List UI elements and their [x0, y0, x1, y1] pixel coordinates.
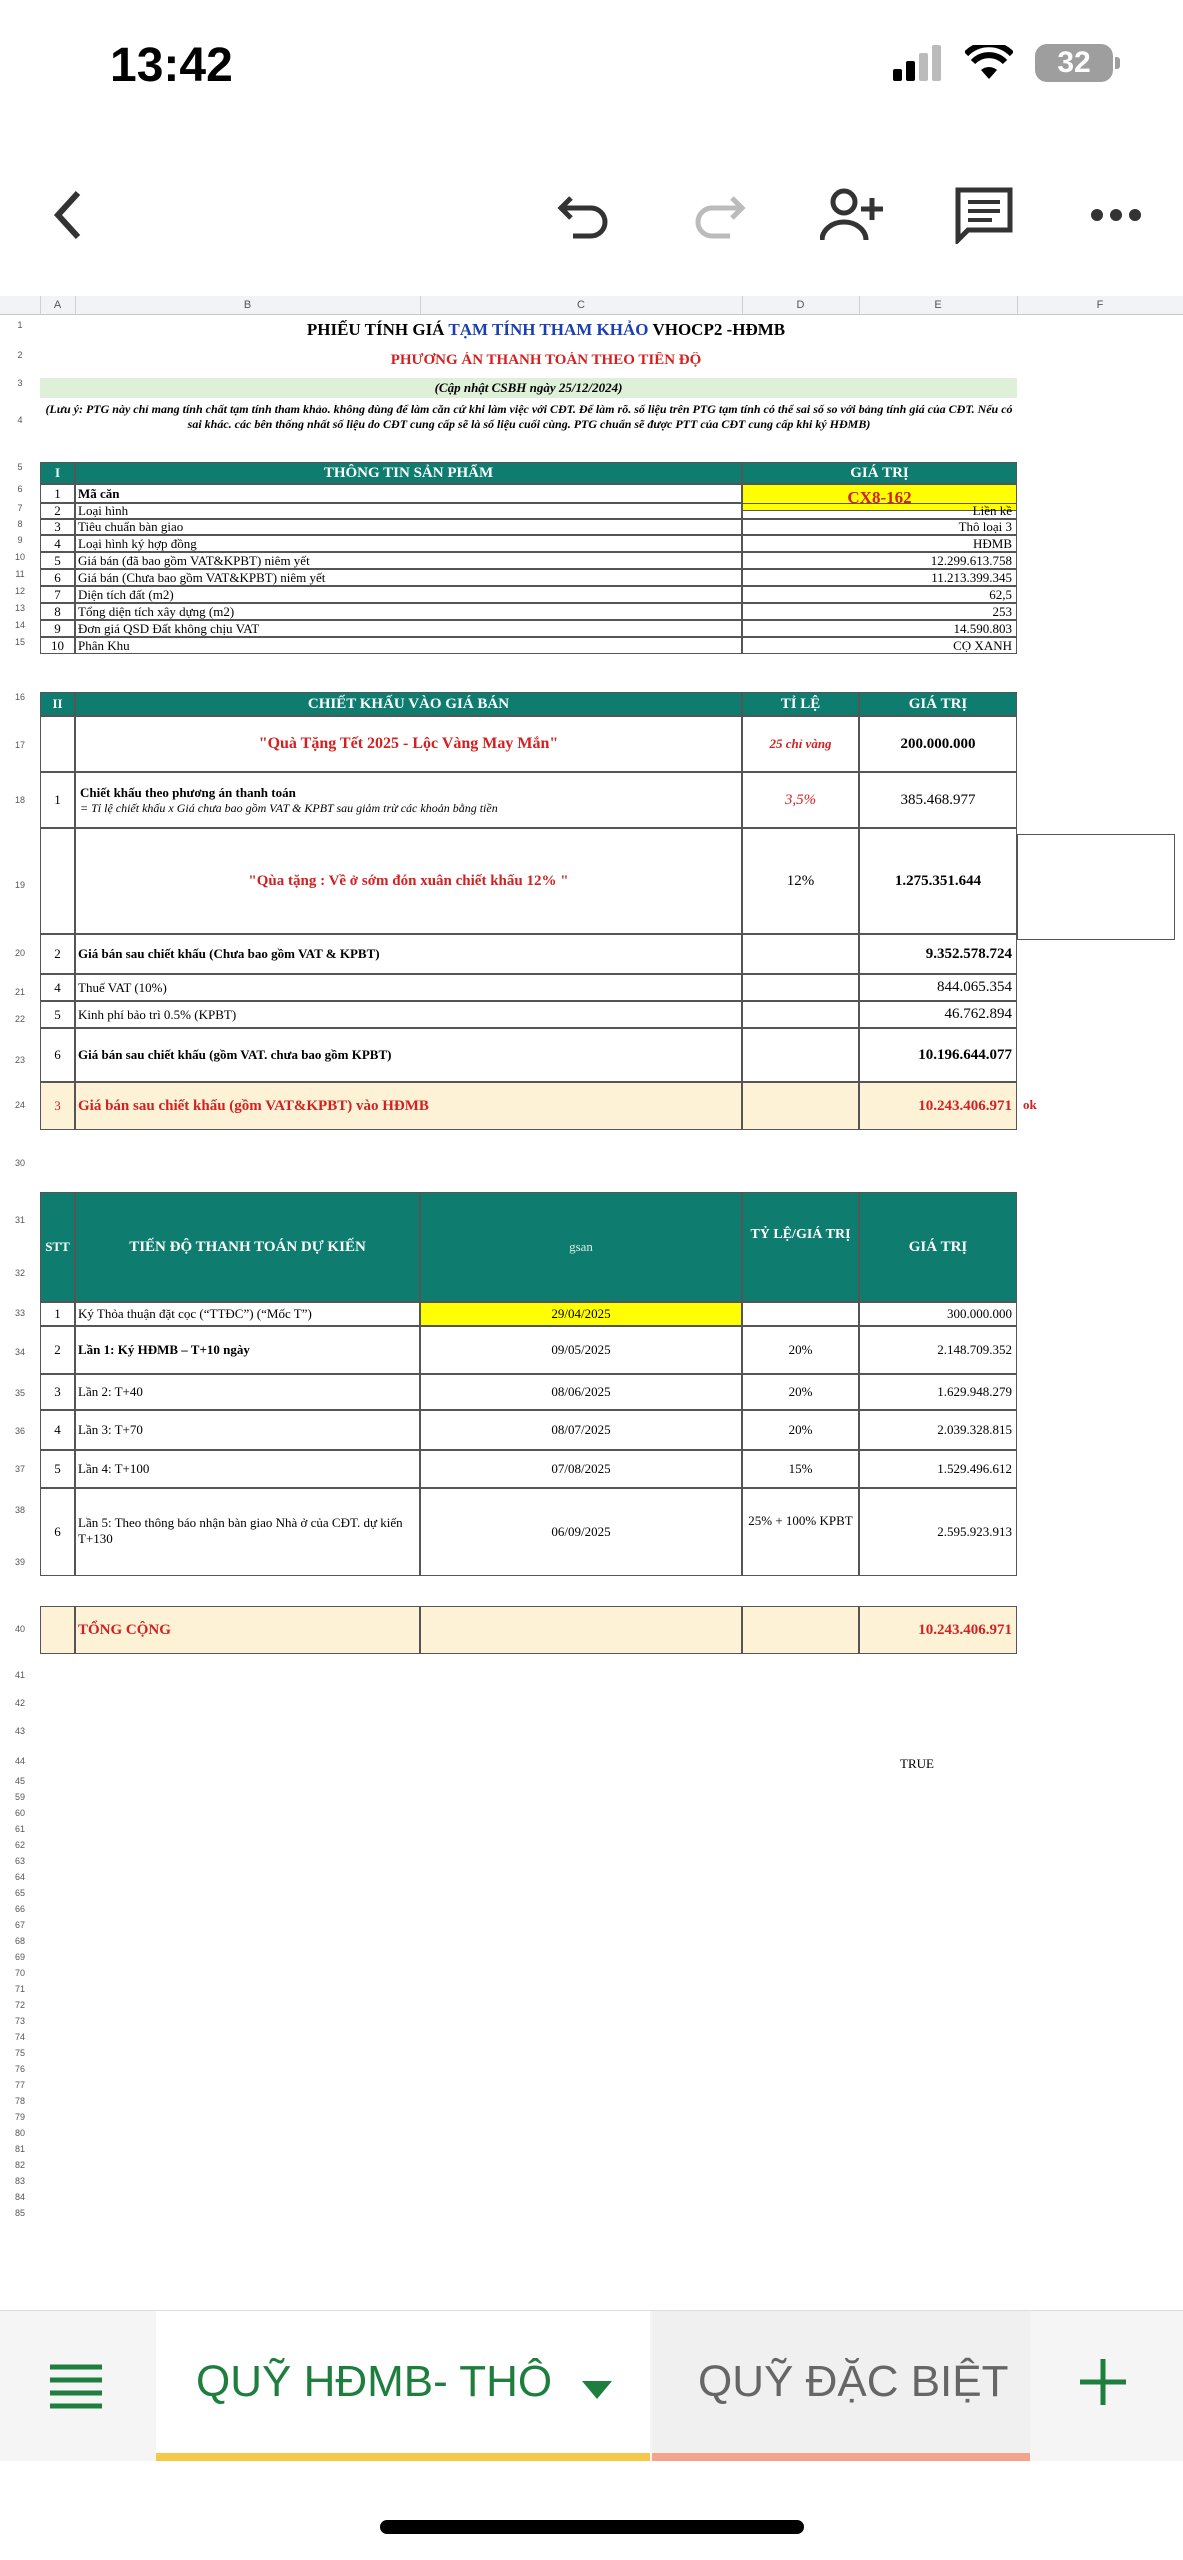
row-header[interactable]: 24 [14, 1100, 25, 1110]
info-value-unit-code[interactable]: CX8-162 [742, 484, 1017, 511]
row-header[interactable]: 1 [17, 320, 23, 330]
row-header[interactable]: 75 [14, 2048, 25, 2058]
row-header[interactable]: 84 [14, 2192, 25, 2202]
info-label: Đơn giá QSD Đất không chịu VAT [75, 620, 742, 637]
schedule-value[interactable]: 1.629.948.279 [859, 1374, 1017, 1410]
all-sheets-button[interactable] [48, 2361, 104, 2411]
row-header[interactable]: 36 [14, 1426, 25, 1436]
share-button[interactable] [812, 180, 892, 250]
row-header[interactable]: 11 [15, 569, 25, 579]
row-header[interactable]: 80 [14, 2128, 25, 2138]
row-header[interactable]: 79 [14, 2112, 25, 2122]
section-header-value: GIÁ TRỊ [859, 692, 1017, 716]
schedule-date[interactable]: 08/06/2025 [420, 1374, 742, 1410]
after-stt: 2 [40, 934, 75, 974]
status-bar [0, 0, 1183, 140]
tab-quy-dac-biet[interactable]: QUỸ ĐẶC BIỆT [652, 2311, 1030, 2461]
after-stt: 4 [40, 974, 75, 1001]
schedule-header-label: TIẾN ĐỘ THANH TOÁN DỰ KIẾN [75, 1192, 420, 1302]
tab-quy-hdmb-tho[interactable]: QUỸ HĐMB- THÔ [156, 2311, 650, 2461]
column-header-f[interactable]: F [1017, 296, 1183, 314]
info-value[interactable]: 62,5 [742, 586, 1017, 603]
section-header-product-info: THÔNG TIN SẢN PHẨM [75, 462, 742, 484]
discount-stt: 1 [40, 772, 75, 828]
redo-button[interactable] [678, 180, 758, 250]
row-header[interactable]: 43 [14, 1726, 25, 1736]
row-header[interactable]: 39 [14, 1557, 25, 1567]
total-label: Giá bán sau chiết khấu (gồm VAT&KPBT) vào HĐMB [75, 1082, 742, 1130]
row-header[interactable]: 70 [14, 1968, 25, 1978]
row-header[interactable]: 72 [14, 2000, 25, 2010]
column-header-c[interactable]: C [420, 296, 743, 314]
info-label: Tổng diện tích xây dựng (m2) [75, 603, 742, 620]
schedule-label: Lần 3: T+70 [75, 1410, 420, 1450]
row-header[interactable]: 63 [14, 1856, 25, 1866]
gift-early-value: 1.275.351.644 [859, 828, 1017, 934]
discount-payment-plan: Chiết khấu theo phương án thanh toán = Tỉ lệ chiết khấu x Giá chưa bao gồm VAT & KPBT sau giảm trừ các khoản bằng tiền [75, 772, 742, 828]
info-value[interactable]: 253 [742, 603, 1017, 620]
row-header[interactable]: 32 [14, 1268, 25, 1278]
section-header-rate: TỈ LỆ [742, 692, 859, 716]
row-header[interactable]: 2 [17, 350, 23, 360]
total-flag: ok [1023, 1097, 1037, 1112]
row-header[interactable]: 40 [14, 1624, 25, 1634]
after-label: Giá bán sau chiết khấu (Chưa bao gồm VAT & KPBT) [75, 934, 742, 974]
after-stt: 6 [40, 1028, 75, 1082]
grand-total-value: 10.243.406.971 [859, 1606, 1017, 1654]
row-header[interactable]: 73 [14, 2016, 25, 2026]
after-value[interactable]: 10.196.644.077 [859, 1028, 1017, 1082]
schedule-value[interactable]: 2.595.923.913 [859, 1488, 1017, 1576]
row-header[interactable]: 41 [14, 1670, 25, 1680]
total-stt: 3 [40, 1082, 75, 1130]
row-header[interactable]: 68 [14, 1936, 25, 1946]
row-header[interactable]: 61 [14, 1824, 25, 1834]
row-header[interactable]: 83 [14, 2176, 25, 2186]
info-label: Loại hình ký hợp đồng [75, 535, 742, 552]
back-button[interactable] [28, 180, 108, 250]
row-header[interactable]: 64 [14, 1872, 25, 1882]
after-value[interactable]: 46.762.894 [859, 1001, 1017, 1028]
info-stt: 8 [40, 603, 75, 620]
info-value[interactable]: 14.590.803 [742, 620, 1017, 637]
row-header[interactable]: 78 [14, 2096, 25, 2106]
back-arrow-icon [48, 187, 88, 243]
row-header[interactable]: 31 [14, 1215, 25, 1225]
update-note: (Cập nhật CSBH ngày 25/12/2024) [40, 378, 1017, 398]
info-label: Phân Khu [75, 637, 742, 654]
grand-total-label: TỔNG CỘNG [75, 1606, 420, 1654]
battery-icon: 32 [1035, 44, 1113, 82]
row-header[interactable]: 60 [14, 1808, 25, 1818]
info-value[interactable]: Thô loại 3 [742, 519, 1017, 535]
info-label: Diện tích đất (m2) [75, 586, 742, 603]
after-label: Kinh phí bảo trì 0.5% (KPBT) [75, 1001, 742, 1028]
schedule-stt: 5 [40, 1450, 75, 1488]
row-header[interactable]: 67 [14, 1920, 25, 1930]
gift-early-label: "Qùa tặng : Về ở sớm đón xuân chiết khấu 12% " [75, 828, 742, 934]
row-header[interactable]: 17 [14, 740, 25, 750]
section-header-discount: CHIẾT KHẤU VÀO GIÁ BÁN [75, 692, 742, 716]
schedule-stt: 3 [40, 1374, 75, 1410]
column-headers [0, 296, 1183, 315]
info-stt: 10 [40, 637, 75, 654]
row-header[interactable]: 85 [14, 2208, 25, 2218]
schedule-rate: 25% + 100% KPBT [742, 1488, 859, 1576]
disclaimer: (Lưu ý: PTG này chỉ mang tính chất tạm tính tham khảo. không dùng để làm căn cứ khi làm việc với CĐT. Để làm rõ. số liệu trên PTG tạm tính có thể sai số so với bảng tính giá của CĐT. Nếu có sai khác. các bên thống nhất số liệu do CĐT cung cấp sẽ là số liệu cuối cùng. PTG chuẩn sẽ được PTT của CĐT cung cấp khi ký HĐMB) [45, 402, 1013, 431]
after-value[interactable]: 9.352.578.724 [859, 934, 1017, 974]
row-header[interactable]: 18 [14, 795, 25, 805]
spreadsheet-grid[interactable] [0, 290, 1183, 2310]
info-stt: 4 [40, 535, 75, 552]
schedule-date[interactable]: 08/07/2025 [420, 1410, 742, 1450]
after-label: Thuế VAT (10%) [75, 974, 742, 1001]
gift-tet-rate: 25 chỉ vàng [742, 716, 859, 772]
info-stt: 1 [40, 484, 75, 503]
row-header[interactable]: 6 [17, 484, 23, 494]
row-header[interactable]: 15 [14, 637, 25, 647]
column-header-a[interactable]: A [40, 296, 76, 314]
row-header[interactable]: 13 [14, 603, 25, 613]
row-header[interactable]: 66 [14, 1904, 25, 1914]
row-header[interactable]: 42 [14, 1698, 25, 1708]
schedule-stt: 4 [40, 1410, 75, 1450]
row-header[interactable]: 82 [14, 2160, 25, 2170]
wifi-icon [965, 45, 1013, 81]
row-header[interactable]: 62 [14, 1840, 25, 1850]
section-header-value: GIÁ TRỊ [742, 462, 1017, 484]
row-header[interactable]: 3 [17, 378, 23, 388]
row-header[interactable]: 81 [14, 2144, 25, 2154]
row-header[interactable]: 34 [14, 1347, 25, 1357]
schedule-stt: 2 [40, 1326, 75, 1374]
schedule-label: Lần 5: Theo thông báo nhận bàn giao Nhà ở của CĐT. dự kiến T+130 [75, 1488, 420, 1576]
dropdown-triangle-icon[interactable] [582, 2381, 612, 2399]
row-header[interactable]: 33 [14, 1308, 25, 1318]
after-stt: 5 [40, 1001, 75, 1028]
info-stt: 6 [40, 569, 75, 586]
info-label: Giá bán (đã bao gồm VAT&KPBT) niêm yết [75, 552, 742, 569]
schedule-label: Lần 1: Ký HĐMB – T+10 ngày [75, 1326, 420, 1374]
schedule-rate: 20% [742, 1374, 859, 1410]
info-value[interactable]: HĐMB [742, 535, 1017, 552]
schedule-value[interactable]: 300.000.000 [859, 1302, 1017, 1326]
row-header[interactable]: 20 [14, 948, 25, 958]
info-stt: 3 [40, 519, 75, 535]
row-header[interactable]: 16 [14, 692, 25, 702]
column-header-e[interactable]: E [859, 296, 1018, 314]
schedule-date[interactable]: 07/08/2025 [420, 1450, 742, 1488]
after-value[interactable]: 844.065.354 [859, 974, 1017, 1001]
row-header[interactable]: 69 [14, 1952, 25, 1962]
row-header[interactable]: 65 [14, 1888, 25, 1898]
discount-rate: 3,5% [742, 772, 859, 828]
row-header[interactable]: 21 [14, 987, 25, 997]
info-value[interactable]: 12.299.613.758 [742, 552, 1017, 569]
schedule-value[interactable]: 1.529.496.612 [859, 1450, 1017, 1488]
schedule-rate: 20% [742, 1410, 859, 1450]
row-header[interactable]: 44 [14, 1756, 25, 1766]
row-header[interactable]: 10 [14, 552, 25, 562]
schedule-label: Lần 4: T+100 [75, 1450, 420, 1488]
gift-tet-label: "Quà Tặng Tết 2025 - Lộc Vàng May Mắn" [75, 716, 742, 772]
info-label: Giá bán (Chưa bao gồm VAT&KPBT) niêm yết [75, 569, 742, 586]
column-header-b[interactable]: B [75, 296, 421, 314]
row-header[interactable]: 4 [17, 415, 23, 425]
info-value[interactable]: Liền kề [742, 503, 1017, 519]
schedule-rate: 15% [742, 1450, 859, 1488]
schedule-stt: 6 [40, 1488, 75, 1576]
row-header[interactable]: 38 [14, 1505, 25, 1515]
home-indicator[interactable] [380, 2520, 804, 2534]
row-header[interactable]: 37 [14, 1464, 25, 1474]
schedule-header-value: GIÁ TRỊ [859, 1192, 1017, 1302]
true-cell[interactable]: TRUE [900, 1756, 934, 1771]
status-time: 13:42 [110, 39, 233, 92]
info-stt: 2 [40, 503, 75, 519]
row-header[interactable]: 59 [14, 1792, 25, 1802]
comment-button[interactable] [944, 180, 1024, 250]
gift-tet-value: 200.000.000 [859, 716, 1017, 772]
section-number: I [40, 462, 75, 484]
sheet-subtitle: PHƯƠNG ÁN THANH TOÁN THEO TIẾN ĐỘ [390, 352, 702, 368]
more-icon [1090, 208, 1142, 222]
schedule-value[interactable]: 2.148.709.352 [859, 1326, 1017, 1374]
schedule-rate: 20% [742, 1326, 859, 1374]
row-header[interactable]: 9 [17, 535, 23, 545]
schedule-header-stt: STT [40, 1192, 75, 1302]
row-header[interactable]: 19 [14, 880, 25, 890]
info-value[interactable]: 11.213.399.345 [742, 569, 1017, 586]
gift-early-rate: 12% [742, 828, 859, 934]
discount-value: 385.468.977 [859, 772, 1017, 828]
info-stt: 7 [40, 586, 75, 603]
row-header[interactable]: 71 [14, 1984, 25, 1994]
schedule-label: Ký Thỏa thuận đặt cọc (“TTĐC”) (“Mốc T”) [75, 1302, 420, 1326]
schedule-date[interactable]: 09/05/2025 [420, 1326, 742, 1374]
total-value: 10.243.406.971 [859, 1082, 1017, 1130]
schedule-date[interactable]: 29/04/2025 [420, 1302, 742, 1326]
section-number: II [40, 692, 75, 716]
schedule-label: Lần 2: T+40 [75, 1374, 420, 1410]
info-label: Tiêu chuẩn bàn giao [75, 519, 742, 535]
redo-icon [690, 190, 746, 240]
comment-icon [954, 186, 1014, 244]
column-header-d[interactable]: D [742, 296, 860, 314]
row-header[interactable]: 14 [14, 620, 25, 630]
more-button[interactable] [1076, 180, 1156, 250]
row-header[interactable]: 77 [14, 2080, 25, 2090]
row-header[interactable]: 30 [14, 1158, 25, 1168]
schedule-value[interactable]: 2.039.328.815 [859, 1410, 1017, 1450]
undo-icon [557, 190, 613, 240]
add-sheet-button[interactable] [1078, 2357, 1128, 2407]
sheet-tab-bar [0, 2310, 1183, 2461]
info-stt: 5 [40, 552, 75, 569]
info-stt: 9 [40, 620, 75, 637]
schedule-rate [742, 1302, 859, 1326]
sheets-toolbar [0, 160, 1183, 270]
add-person-icon [820, 188, 884, 242]
row-header[interactable]: 35 [14, 1388, 25, 1398]
signal-icon [893, 45, 943, 81]
info-value[interactable]: CỌ XANH [742, 637, 1017, 654]
info-label: Loại hình [75, 503, 742, 519]
row-header[interactable]: 8 [17, 519, 23, 529]
info-label: Mã căn [75, 484, 742, 503]
schedule-header-rate: TỶ LỆ/GIÁ TRỊ [742, 1192, 859, 1302]
menu-icon [48, 2361, 104, 2411]
plus-icon [1078, 2357, 1128, 2407]
row-header[interactable]: 23 [14, 1055, 25, 1065]
undo-button[interactable] [545, 180, 625, 250]
schedule-date[interactable]: 06/09/2025 [420, 1488, 742, 1576]
row-header[interactable]: 45 [14, 1776, 25, 1786]
row-header[interactable]: 76 [14, 2064, 25, 2074]
schedule-stt: 1 [40, 1302, 75, 1326]
after-label: Giá bán sau chiết khấu (gồm VAT. chưa bao gồm KPBT) [75, 1028, 742, 1082]
row-header[interactable]: 12 [14, 586, 25, 596]
row-header[interactable]: 7 [17, 503, 23, 513]
sheet-title: PHIẾU TÍNH GIÁ TẠM TÍNH THAM KHẢO VHOCP2 -HĐMB [306, 320, 786, 339]
row-header[interactable]: 5 [17, 462, 23, 472]
row-header[interactable]: 22 [14, 1014, 25, 1024]
watermark-logo: gsan [420, 1192, 742, 1302]
row-header[interactable]: 74 [14, 2032, 25, 2042]
